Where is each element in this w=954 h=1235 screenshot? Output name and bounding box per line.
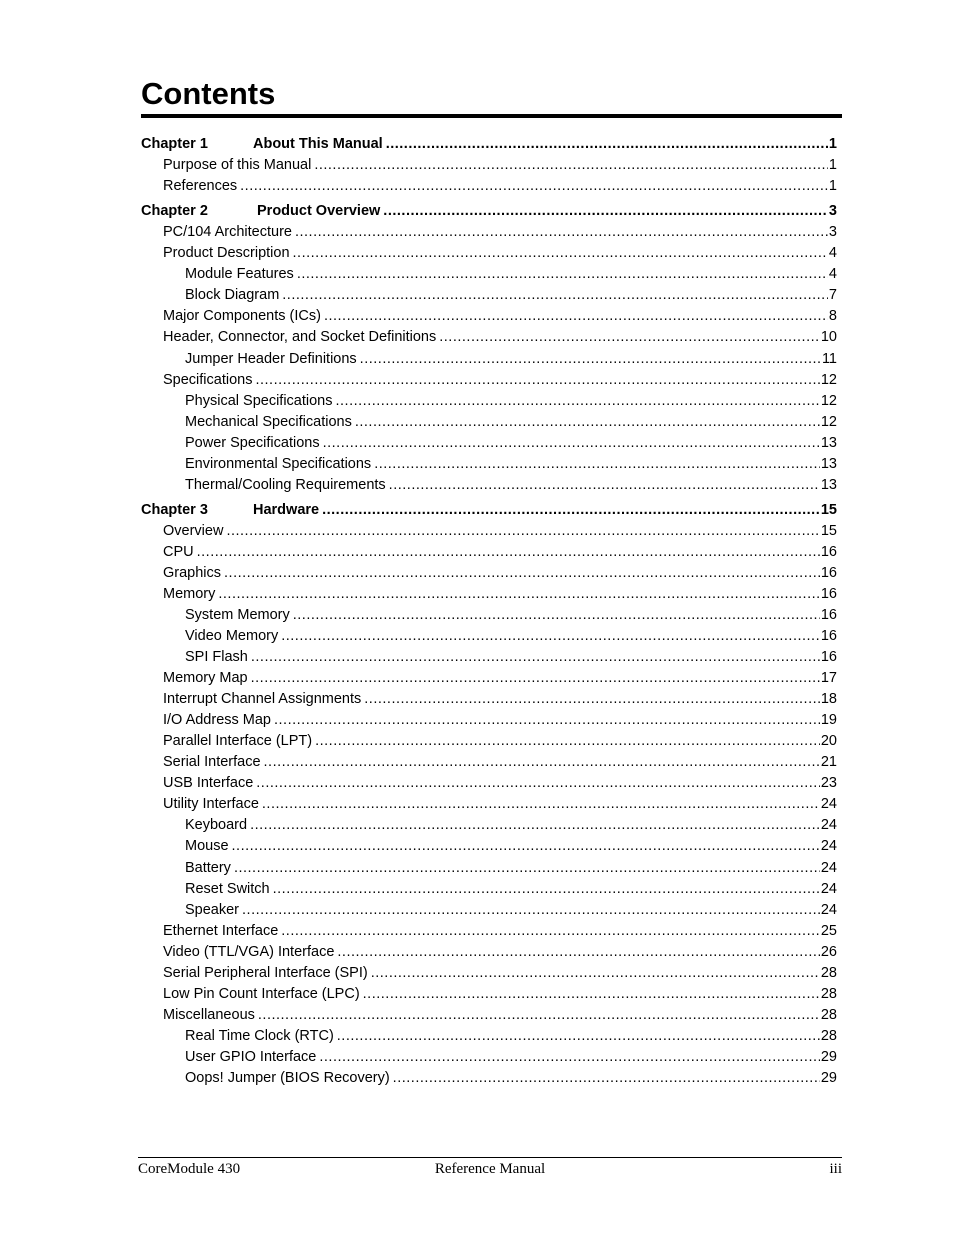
toc-entry-title: Serial Interface xyxy=(163,754,261,770)
toc-page-number: 1 xyxy=(828,136,837,152)
toc-entry[interactable] xyxy=(163,710,837,730)
toc-entry[interactable] xyxy=(163,542,837,562)
toc-entry-title: Reset Switch xyxy=(185,881,270,897)
toc-entry[interactable] xyxy=(163,794,837,814)
toc-page-number: 13 xyxy=(820,456,837,472)
toc-chapter-label: Chapter 1 xyxy=(141,136,208,152)
toc-page-number: 24 xyxy=(820,796,837,812)
toc-entry[interactable] xyxy=(185,264,837,284)
toc-entry-title: Battery xyxy=(185,860,231,876)
toc-entry[interactable] xyxy=(185,433,837,453)
toc-page-number: 4 xyxy=(828,266,837,282)
toc-entry-title: Specifications xyxy=(163,372,253,388)
toc-entry[interactable] xyxy=(185,647,837,667)
dot-leader xyxy=(251,647,820,667)
toc-entry-title: Video Memory xyxy=(185,628,279,644)
dot-leader xyxy=(386,134,828,154)
toc-entry-title: Keyboard xyxy=(185,817,248,833)
dot-leader xyxy=(439,327,820,347)
dot-leader xyxy=(255,370,819,390)
toc-entry-title: Environmental Specifications xyxy=(185,456,372,472)
toc-entry-title: CPU xyxy=(163,544,194,560)
toc-page-number: 24 xyxy=(820,838,837,854)
dot-leader xyxy=(273,879,820,899)
toc-entry[interactable] xyxy=(163,584,837,604)
toc-page-number: 11 xyxy=(821,351,837,367)
toc-page-number: 4 xyxy=(828,245,837,261)
dot-leader xyxy=(323,433,820,453)
dot-leader xyxy=(281,921,820,941)
toc-entry-title: Hardware xyxy=(253,502,320,518)
toc-entry-title: Memory Map xyxy=(163,670,248,686)
dot-leader xyxy=(322,500,820,520)
toc-page-number: 19 xyxy=(820,712,837,728)
dot-leader xyxy=(295,222,828,242)
dot-leader xyxy=(336,391,820,411)
dot-leader xyxy=(232,836,820,856)
dot-leader xyxy=(315,731,820,751)
toc-entry-title: Module Features xyxy=(185,266,294,282)
dot-leader xyxy=(274,710,820,730)
toc-page-number: 21 xyxy=(820,754,837,770)
toc-entry-title: Speaker xyxy=(185,902,240,918)
toc-chapter-entry[interactable] xyxy=(141,134,837,154)
dot-leader xyxy=(337,942,819,962)
toc-page-number: 15 xyxy=(820,523,837,539)
toc-entry[interactable] xyxy=(185,858,837,878)
toc-page-number: 28 xyxy=(820,986,837,1002)
toc-page-number: 12 xyxy=(820,372,837,388)
toc-entry[interactable] xyxy=(185,605,837,625)
toc-entry-title: Mouse xyxy=(185,838,229,854)
dot-leader xyxy=(355,412,820,432)
toc-entry-title: Block Diagram xyxy=(185,287,280,303)
toc-entry[interactable] xyxy=(163,773,837,793)
toc-page-number: 24 xyxy=(820,902,837,918)
toc-entry[interactable] xyxy=(163,1005,837,1025)
dot-leader xyxy=(364,689,820,709)
toc-entry-title: Major Components (ICs) xyxy=(163,308,321,324)
dot-leader xyxy=(324,306,828,326)
dot-leader xyxy=(256,773,820,793)
toc-entry-title: Real Time Clock (RTC) xyxy=(185,1028,334,1044)
toc-entry[interactable] xyxy=(163,563,837,583)
toc-entry-title: Product Description xyxy=(163,245,290,261)
toc-page-number: 3 xyxy=(828,224,837,240)
toc-entry-title: Physical Specifications xyxy=(185,393,333,409)
toc-chapter-entry[interactable] xyxy=(141,500,837,520)
toc-page-number: 20 xyxy=(820,733,837,749)
toc-entry[interactable] xyxy=(163,370,837,390)
dot-leader xyxy=(383,201,828,221)
toc-entry-title: Utility Interface xyxy=(163,796,259,812)
toc-entry[interactable] xyxy=(185,412,837,432)
toc-page-number: 29 xyxy=(820,1070,837,1086)
page-footer xyxy=(138,1159,842,1181)
dot-leader xyxy=(282,285,828,305)
toc-page-number: 24 xyxy=(820,817,837,833)
dot-leader xyxy=(218,584,819,604)
toc-page-number: 10 xyxy=(820,329,837,345)
toc-page-number: 28 xyxy=(820,1007,837,1023)
toc-page-number: 16 xyxy=(820,607,837,623)
dot-leader xyxy=(258,1005,820,1025)
toc-page-number: 13 xyxy=(820,435,837,451)
dot-leader xyxy=(234,858,820,878)
toc-entry-title: System Memory xyxy=(185,607,290,623)
toc-page-number: 8 xyxy=(828,308,837,324)
toc-entry[interactable] xyxy=(163,521,837,541)
dot-leader xyxy=(393,1068,820,1088)
toc-page-number: 12 xyxy=(820,414,837,430)
toc-page-number: 16 xyxy=(820,565,837,581)
toc-page-number: 1 xyxy=(828,178,837,194)
dot-leader xyxy=(240,176,828,196)
toc-entry-title: References xyxy=(163,178,238,194)
toc-entry[interactable] xyxy=(163,155,837,175)
toc-page-number: 24 xyxy=(820,881,837,897)
toc-page-number: 28 xyxy=(820,1028,837,1044)
toc-entry[interactable] xyxy=(163,921,837,941)
dot-leader xyxy=(319,1047,820,1067)
toc-entry[interactable] xyxy=(163,668,837,688)
dot-leader xyxy=(281,626,820,646)
toc-entry-title: Ethernet Interface xyxy=(163,923,279,939)
toc-page-number: 29 xyxy=(820,1049,837,1065)
toc-entry-title: Miscellaneous xyxy=(163,1007,255,1023)
toc-chapter-label: Chapter 3 xyxy=(141,502,208,518)
toc-entry-title: I/O Address Map xyxy=(163,712,271,728)
toc-entry[interactable] xyxy=(185,815,837,835)
toc-entry-title: Serial Peripheral Interface (SPI) xyxy=(163,965,368,981)
footer-page-number: iii xyxy=(829,1161,842,1177)
toc-entry-title: Power Specifications xyxy=(185,435,320,451)
toc-entry[interactable] xyxy=(185,454,837,474)
toc-entry[interactable] xyxy=(185,475,837,495)
toc-page-number: 25 xyxy=(820,923,837,939)
toc-entry-title: Header, Connector, and Socket Definitions xyxy=(163,329,437,345)
dot-leader xyxy=(337,1026,820,1046)
dot-leader xyxy=(293,243,828,263)
toc-entry[interactable] xyxy=(163,963,837,983)
toc-chapter-label: Chapter 2 xyxy=(141,203,208,219)
toc-entry[interactable] xyxy=(163,984,837,1004)
toc-entry[interactable] xyxy=(185,879,837,899)
dot-leader xyxy=(250,815,820,835)
dot-leader xyxy=(264,752,820,772)
dot-leader xyxy=(371,963,820,983)
page-title: Contents xyxy=(141,76,276,111)
toc-chapter-entry[interactable] xyxy=(141,201,837,221)
dot-leader xyxy=(389,475,820,495)
toc-page-number: 12 xyxy=(820,393,837,409)
toc-entry-title: Memory xyxy=(163,586,216,602)
toc-entry[interactable] xyxy=(185,1068,837,1088)
dot-leader xyxy=(374,454,820,474)
toc-page-number: 16 xyxy=(820,544,837,560)
toc-entry[interactable] xyxy=(163,731,837,751)
toc-entry[interactable] xyxy=(163,222,837,242)
toc-entry[interactable] xyxy=(163,752,837,772)
toc-entry[interactable] xyxy=(185,391,837,411)
toc-entry[interactable] xyxy=(185,349,837,369)
toc-entry-title: Jumper Header Definitions xyxy=(185,351,357,367)
footer-rule xyxy=(138,1157,842,1158)
toc-entry[interactable] xyxy=(185,836,837,856)
toc-entry-title: Video (TTL/VGA) Interface xyxy=(163,944,335,960)
toc-page-number: 7 xyxy=(828,287,837,303)
toc-page-number: 16 xyxy=(820,628,837,644)
toc-entry[interactable] xyxy=(163,689,837,709)
toc-page-number: 16 xyxy=(820,586,837,602)
toc-entry-title: PC/104 Architecture xyxy=(163,224,292,240)
footer-product-name: CoreModule 430 xyxy=(138,1161,241,1177)
toc-entry[interactable] xyxy=(185,626,837,646)
toc-entry-title: USB Interface xyxy=(163,775,254,791)
toc-entry[interactable] xyxy=(163,306,837,326)
dot-leader xyxy=(197,542,820,562)
toc-entry[interactable] xyxy=(185,900,837,920)
toc-entry-title: Overview xyxy=(163,523,224,539)
toc-entry[interactable] xyxy=(185,1047,837,1067)
toc-page-number: 1 xyxy=(828,157,837,173)
toc-entry-title: User GPIO Interface xyxy=(185,1049,317,1065)
toc-page-number: 15 xyxy=(820,502,837,518)
toc-page-number: 28 xyxy=(820,965,837,981)
dot-leader xyxy=(297,264,828,284)
toc-entry-title: About This Manual xyxy=(253,136,383,152)
dot-leader xyxy=(251,668,820,688)
dot-leader xyxy=(360,349,821,369)
toc-entry-title: Parallel Interface (LPT) xyxy=(163,733,313,749)
toc-page-number: 3 xyxy=(828,203,837,219)
toc-entry[interactable] xyxy=(185,1026,837,1046)
toc-page-number: 23 xyxy=(820,775,837,791)
toc-page-number: 17 xyxy=(820,670,837,686)
dot-leader xyxy=(262,794,820,814)
toc-entry-title: Mechanical Specifications xyxy=(185,414,352,430)
toc-entry[interactable] xyxy=(163,327,837,347)
dot-leader xyxy=(363,984,820,1004)
toc-page-number: 24 xyxy=(820,860,837,876)
toc-entry-title: SPI Flash xyxy=(185,649,248,665)
toc-entry[interactable] xyxy=(185,285,837,305)
toc-entry-title: Purpose of this Manual xyxy=(163,157,312,173)
toc-page-number: 18 xyxy=(820,691,837,707)
toc-entry-title: Product Overview xyxy=(257,203,381,219)
toc-entry-title: Low Pin Count Interface (LPC) xyxy=(163,986,360,1002)
dot-leader xyxy=(224,563,820,583)
dot-leader xyxy=(242,900,820,920)
dot-leader xyxy=(293,605,820,625)
toc-entry-title: Graphics xyxy=(163,565,222,581)
toc-entry[interactable] xyxy=(163,942,837,962)
toc-entry-title: Oops! Jumper (BIOS Recovery) xyxy=(185,1070,390,1086)
toc-page-number: 26 xyxy=(820,944,837,960)
footer-document-type: Reference Manual xyxy=(434,1161,546,1177)
toc-entry[interactable] xyxy=(163,243,837,263)
toc-entry-title: Interrupt Channel Assignments xyxy=(163,691,362,707)
toc-page-number: 16 xyxy=(820,649,837,665)
toc-entry-title: Thermal/Cooling Requirements xyxy=(185,477,386,493)
toc-entry[interactable] xyxy=(163,176,837,196)
toc-page-number: 13 xyxy=(820,477,837,493)
dot-leader xyxy=(314,155,828,175)
dot-leader xyxy=(226,521,819,541)
